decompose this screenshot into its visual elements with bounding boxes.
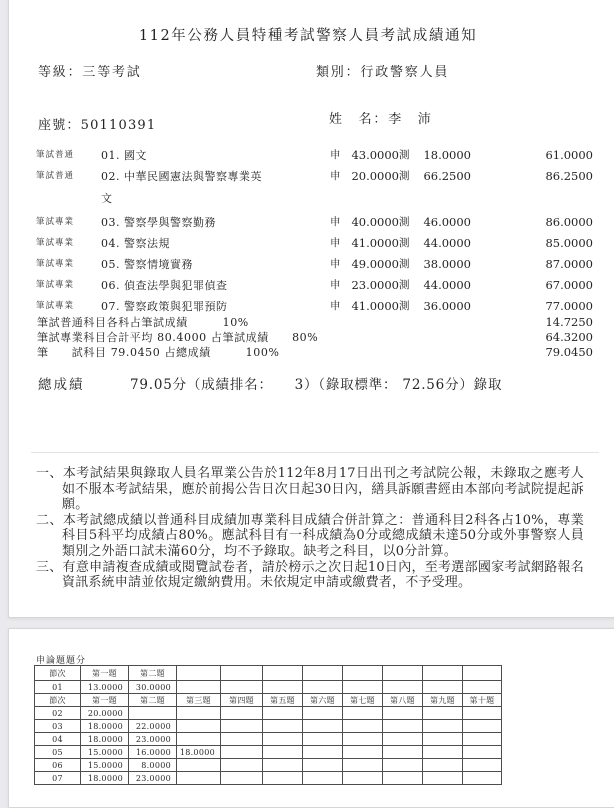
- essay-table-cell: [177, 772, 221, 785]
- essay-table-cell: [463, 666, 502, 681]
- essay-score-table: [34, 665, 502, 785]
- grade-value: 三等考試: [82, 65, 142, 80]
- essay-table-cell: [221, 772, 263, 785]
- essay-table-cell: [303, 707, 343, 720]
- essay-table-cell: 18.0000: [81, 720, 129, 733]
- test-mark: 測: [399, 216, 410, 228]
- test-mark: 測: [399, 170, 410, 182]
- summary-value: 64.3200: [545, 330, 593, 344]
- grade-label: 等級：: [38, 65, 83, 80]
- essay-table-header-row: [35, 694, 502, 707]
- essay-table-cell: 第一題: [81, 666, 129, 681]
- essay-table-cell: [263, 666, 303, 681]
- essay-table-cell: 18.0000: [81, 733, 129, 746]
- essay-table-cell: [383, 746, 423, 759]
- essay-table-cell: [221, 733, 263, 746]
- category-value: 行政警察人員: [360, 65, 450, 80]
- essay-score: 40.0000: [351, 215, 399, 229]
- essay-table-cell: [263, 759, 303, 772]
- test-mark: 測: [399, 279, 410, 291]
- subject-total-score: 61.0000: [545, 148, 593, 162]
- subject-total-score: 67.0000: [545, 278, 593, 292]
- subject-category: 筆試專業: [36, 259, 75, 269]
- footnotes: [36, 466, 584, 591]
- score-row: [9, 254, 614, 275]
- name-value: 李 沛: [388, 112, 433, 127]
- essay-table-cell: 第五題: [263, 694, 303, 707]
- essay-table-cell: [463, 707, 502, 720]
- essay-mark: 申: [330, 170, 341, 182]
- essay-table-cell: [463, 759, 502, 772]
- essay-table-cell: 23.0000: [129, 733, 177, 746]
- essay-table-title: 申論題題分: [36, 656, 87, 666]
- test-score: 44.0000: [423, 278, 471, 292]
- test-mark: 測: [399, 237, 410, 249]
- essay-table-cell: [221, 681, 263, 694]
- essay-table-cell: 節次: [35, 666, 81, 681]
- essay-table-cell: 第十題: [463, 694, 502, 707]
- total-score-line: [9, 376, 614, 394]
- subject-total-score: 77.0000: [545, 299, 593, 313]
- essay-table-cell: [343, 733, 383, 746]
- page-title: 112年公務人員特種考試警察人員考試成績通知: [138, 28, 478, 44]
- essay-table-data-row: [35, 746, 502, 759]
- page-2: [8, 628, 614, 808]
- essay-table-cell: 第一題: [81, 694, 129, 707]
- essay-table-cell: 第八題: [383, 694, 423, 707]
- essay-score: 20.0000: [351, 169, 399, 183]
- essay-score: 49.0000: [351, 257, 399, 271]
- score-row: [9, 212, 614, 233]
- essay-table-cell: [221, 720, 263, 733]
- subject-category: 筆試專業: [36, 238, 75, 248]
- summary-row: [9, 330, 614, 345]
- note-item: 一、本考試結果與錄取人員名單業公告於112年8月17日出刊之考試院公報，未錄取之應考人如不服本考試結果，應於前揭公告日次日起30日內，繕具訴願書經由本部向考試院提起訴願。: [36, 466, 584, 513]
- essay-table-cell: 06: [35, 759, 81, 772]
- essay-table-cell: 第二題: [129, 694, 177, 707]
- essay-table-cell: [423, 707, 463, 720]
- subject-name: 01. 國文: [101, 149, 147, 162]
- essay-table-cell: 15.0000: [81, 759, 129, 772]
- name-field: [329, 108, 433, 127]
- subject-total-score: 87.0000: [545, 257, 593, 271]
- score-summary: [9, 315, 614, 360]
- essay-table-cell: [343, 772, 383, 785]
- essay-table-cell: 第六題: [303, 694, 343, 707]
- separator-line: [31, 452, 599, 453]
- summary-text: 筆試專業科目合計平均 80.4000 占筆試成績 80%: [37, 331, 319, 344]
- subject-total-score: 86.0000: [545, 215, 593, 229]
- subject-total-score: 86.2500: [545, 169, 593, 183]
- subject-name: 02. 中華民國憲法與警察專業英文: [101, 170, 262, 205]
- subject-category: 筆試普通: [36, 171, 75, 181]
- subject-category: 筆試專業: [36, 217, 75, 227]
- essay-table-cell: [221, 666, 263, 681]
- essay-table-header-row: [35, 666, 502, 681]
- essay-table-cell: 第七題: [343, 694, 383, 707]
- subject-score-list: [9, 145, 614, 317]
- essay-table-cell: [263, 720, 303, 733]
- essay-table-cell: 04: [35, 733, 81, 746]
- essay-table-cell: [423, 746, 463, 759]
- essay-table-cell: [423, 681, 463, 694]
- subject-name: 03. 警察學與警察勤務: [101, 216, 216, 229]
- essay-table-cell: [303, 720, 343, 733]
- test-score: 44.0000: [423, 236, 471, 250]
- grade-field: [38, 61, 142, 80]
- essay-table-data-row: [35, 759, 502, 772]
- essay-table-cell: [423, 666, 463, 681]
- essay-table-cell: [263, 772, 303, 785]
- essay-table-cell: [177, 666, 221, 681]
- test-score: 66.2500: [423, 169, 471, 183]
- category-label: 類別：: [316, 65, 361, 80]
- score-row: [9, 145, 614, 166]
- score-row: [9, 296, 614, 317]
- essay-table-cell: [263, 707, 303, 720]
- subject-name: 07. 警察政策與犯罪預防: [101, 300, 228, 313]
- essay-table-cell: 22.0000: [129, 720, 177, 733]
- essay-table-data-row: [35, 772, 502, 785]
- essay-table-cell: 18.0000: [81, 772, 129, 785]
- subject-category: 筆試普通: [36, 150, 75, 160]
- essay-table-cell: [221, 746, 263, 759]
- essay-table-cell: [463, 746, 502, 759]
- essay-table-cell: [383, 733, 423, 746]
- seat-number-field: [38, 114, 156, 133]
- essay-table-cell: [423, 733, 463, 746]
- essay-table-cell: 03: [35, 720, 81, 733]
- essay-table-cell: [343, 759, 383, 772]
- essay-mark: 申: [330, 149, 341, 161]
- essay-table-cell: [343, 666, 383, 681]
- essay-table-cell: [463, 681, 502, 694]
- essay-table-cell: 15.0000: [81, 746, 129, 759]
- page-1: [8, 0, 614, 618]
- essay-table-cell: [303, 681, 343, 694]
- essay-table-cell: [383, 681, 423, 694]
- essay-table-cell: [423, 772, 463, 785]
- essay-score: 43.0000: [351, 148, 399, 162]
- essay-table-cell: [177, 759, 221, 772]
- essay-mark: 申: [330, 237, 341, 249]
- subject-total-score: 85.0000: [545, 236, 593, 250]
- essay-table-cell: [463, 733, 502, 746]
- note-item: 二、本考試總成績以普通科目成績加專業科目成績合併計算之：普通科目2科各占10%，專業科目5科平均成績占80%。應試科目有一科成績為0分或總成績未達50分或外事警察人員類別之外語口試未滿60分，均不予錄取。缺考之科目，以0分計算。: [36, 512, 584, 559]
- essay-score: 23.0000: [351, 278, 399, 292]
- essay-table-cell: [303, 746, 343, 759]
- essay-table-cell: [463, 772, 502, 785]
- name-label: 姓 名：: [329, 112, 389, 127]
- test-score: 46.0000: [423, 215, 471, 229]
- essay-table-cell: [303, 733, 343, 746]
- test-mark: 測: [399, 149, 410, 161]
- essay-table-cell: [263, 733, 303, 746]
- essay-table-cell: 8.0000: [129, 759, 177, 772]
- subject-category: 筆試專業: [36, 280, 75, 290]
- essay-table-data-row: [35, 733, 502, 746]
- seat-value: 50110391: [80, 118, 157, 133]
- essay-table-cell: [343, 720, 383, 733]
- summary-text: 筆 試科目 79.0450 占總成績 100%: [37, 346, 280, 359]
- summary-value: 14.7250: [545, 315, 593, 329]
- subject-name: 06. 偵查法學與犯罪偵查: [101, 279, 228, 292]
- test-mark: 測: [399, 300, 410, 312]
- essay-table-cell: 第二題: [129, 666, 177, 681]
- summary-row: [9, 345, 614, 360]
- essay-table-cell: [177, 681, 221, 694]
- essay-table-cell: 第四題: [221, 694, 263, 707]
- subject-category: 筆試專業: [36, 301, 75, 311]
- test-score: 18.0000: [423, 148, 471, 162]
- category-field: [316, 61, 449, 80]
- essay-table-cell: 第三題: [177, 694, 221, 707]
- score-row: [9, 233, 614, 254]
- test-score: 36.0000: [423, 299, 471, 313]
- essay-table-cell: 23.0000: [129, 772, 177, 785]
- essay-table-cell: [303, 666, 343, 681]
- essay-mark: 申: [330, 258, 341, 270]
- essay-table-cell: [221, 707, 263, 720]
- essay-table-cell: [383, 707, 423, 720]
- essay-table-data-row: [35, 707, 502, 720]
- essay-table-cell: [343, 707, 383, 720]
- essay-table-cell: 16.0000: [129, 746, 177, 759]
- essay-table-cell: 13.0000: [81, 681, 129, 694]
- note-item: 三、有意申請複查成績或閱覽試卷者，請於榜示之次日起10日內，至考選部國家考試網路報名資訊系統申請並依規定繳納費用。未依規定申請或繳費者，不予受理。: [36, 559, 584, 591]
- essay-table-cell: [177, 733, 221, 746]
- essay-table-cell: 20.0000: [81, 707, 129, 720]
- essay-table-cell: [423, 720, 463, 733]
- essay-table-cell: 18.0000: [177, 746, 221, 759]
- essay-table-cell: 07: [35, 772, 81, 785]
- essay-table-cell: [177, 707, 221, 720]
- essay-table-cell: 05: [35, 746, 81, 759]
- essay-table-cell: 30.0000: [129, 681, 177, 694]
- score-row: [9, 166, 614, 212]
- summary-text: 筆試普通科目各科占筆試成績 10%: [37, 316, 249, 329]
- subject-name: 04. 警察法規: [101, 237, 170, 250]
- essay-table-cell: [129, 707, 177, 720]
- essay-table-cell: [383, 759, 423, 772]
- essay-table-data-row: [35, 720, 502, 733]
- test-score: 38.0000: [423, 257, 471, 271]
- essay-table-cell: [303, 759, 343, 772]
- essay-table-cell: [343, 746, 383, 759]
- essay-table-cell: [177, 720, 221, 733]
- essay-table-cell: [383, 772, 423, 785]
- essay-score: 41.0000: [351, 236, 399, 250]
- essay-score: 41.0000: [351, 299, 399, 313]
- essay-table-cell: [263, 681, 303, 694]
- summary-value: 79.0450: [545, 345, 593, 359]
- essay-table-cell: [343, 681, 383, 694]
- subject-name: 05. 警察情境實務: [101, 258, 193, 271]
- essay-mark: 申: [330, 216, 341, 228]
- essay-table-cell: [383, 666, 423, 681]
- total-score-text: 79.05分（成績排名： 3）（錄取標準： 72.56分）錄取: [130, 377, 503, 393]
- essay-table-cell: [303, 772, 343, 785]
- essay-mark: 申: [330, 300, 341, 312]
- summary-row: [9, 315, 614, 330]
- essay-table-cell: 02: [35, 707, 81, 720]
- essay-table-cell: [423, 759, 463, 772]
- score-row: [9, 275, 614, 296]
- essay-table-data-row: [35, 681, 502, 694]
- essay-table-cell: 第九題: [423, 694, 463, 707]
- essay-table-cell: 01: [35, 681, 81, 694]
- seat-label: 座號：: [38, 118, 81, 133]
- test-mark: 測: [399, 258, 410, 270]
- essay-table-cell: [263, 746, 303, 759]
- total-score-label: 總成績: [38, 377, 85, 393]
- essay-table-cell: [463, 720, 502, 733]
- essay-table-cell: 節次: [35, 694, 81, 707]
- essay-table-cell: [383, 720, 423, 733]
- essay-table-cell: [221, 759, 263, 772]
- essay-mark: 申: [330, 279, 341, 291]
